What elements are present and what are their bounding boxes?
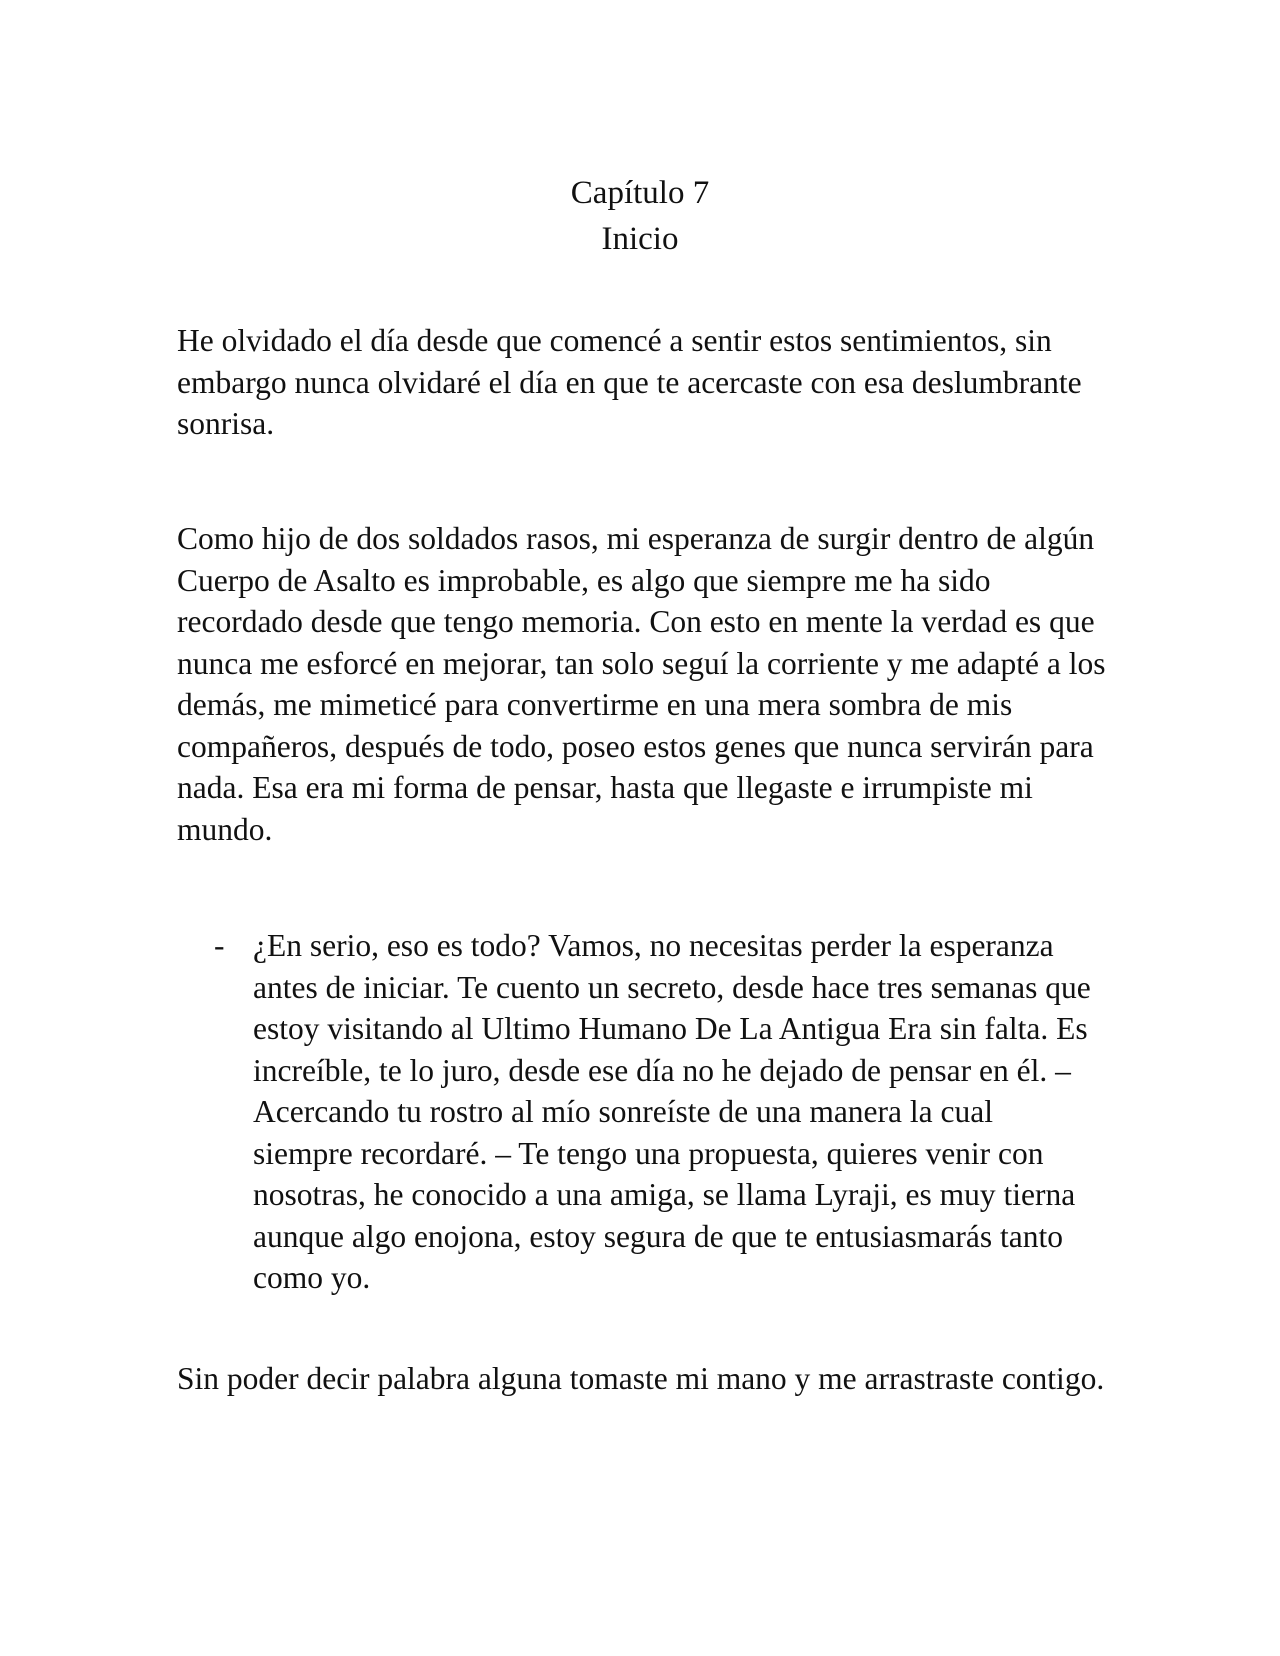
dialogue-text: ¿En serio, eso es todo? Vamos, no necesitas perder la esperanza antes de iniciar. Te cuento un secreto, desde hace tres semanas que estoy visitando al Ultimo Humano De La Antigua Era sin falta. Es increíble, te lo juro, desde ese día no he dejado de pensar en él. – Acercando tu rostro al mío sonreíste de una manera la cual siempre recordaré. – Te tengo una propuesta, quieres venir con nosotras, he conocido a una amiga, se llama Lyraji, es muy tierna aunque algo enojona, estoy segura de que te entusiasmarás tanto como yo. <box>253 928 1091 1295</box>
chapter-heading <box>0 170 1280 262</box>
chapter-title: Inicio <box>601 221 679 257</box>
paragraph-background: Como hijo de dos soldados rasos, mi esperanza de surgir dentro de algún Cuerpo de Asalto es improbable, es algo que siempre me ha sido recordado desde que tengo memoria. Con esto en mente la verdad es que nunca me esforcé en mejorar, tan solo seguí la corriente y me adapté a los demás, me mimeticé para convertirme en una mera sombra de mis compañeros, después de todo, poseo estos genes que nunca servirán para nada. Esa era mi forma de pensar, hasta que llegaste e irrumpiste mi mundo. <box>177 521 1106 847</box>
paragraph-opening: He olvidado el día desde que comencé a sentir estos sentimientos, sin embargo nunca olvidaré el día en que te acercaste con esa deslumbrante sonrisa. <box>177 323 1082 441</box>
paragraph-closing: Sin poder decir palabra alguna tomaste mi mano y me arrastraste contigo. <box>177 1361 1105 1396</box>
dialogue-dash: - <box>214 928 225 963</box>
chapter-number: Capítulo 7 <box>570 175 710 211</box>
